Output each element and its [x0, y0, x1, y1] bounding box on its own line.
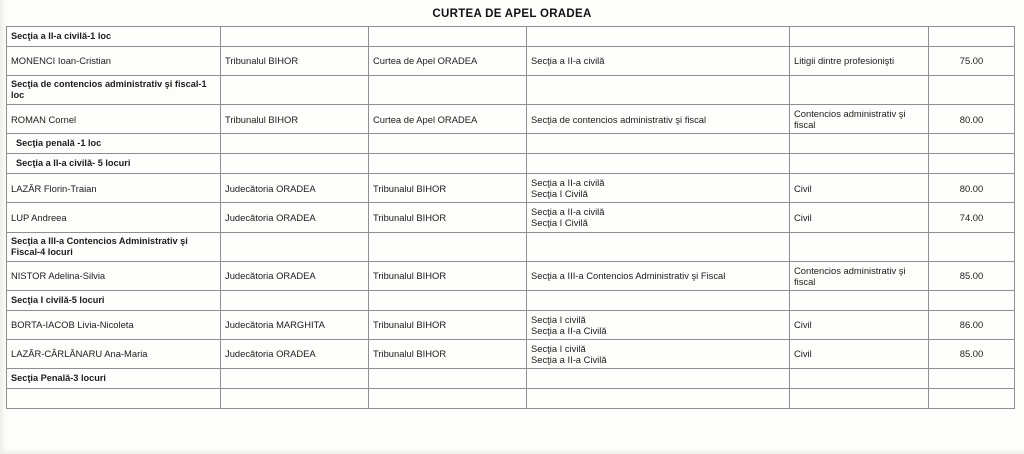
- cell-empty: [790, 154, 929, 174]
- section: [527, 310, 790, 339]
- cell-empty: [929, 154, 1015, 174]
- court-from: Tribunalul BIHOR: [221, 105, 369, 134]
- section: [527, 339, 790, 368]
- court-to: Curtea de Apel ORADEA: [369, 47, 527, 76]
- section-header-label: Secţia de contencios administrativ şi fiscal-1 loc: [7, 76, 221, 105]
- cell-empty: [790, 134, 929, 154]
- score: 75.00: [929, 47, 1015, 76]
- section: Secţia a III-a Contencios Administrativ şi Fiscal: [527, 261, 790, 290]
- cell-empty: [369, 76, 527, 105]
- cell-empty: [221, 232, 369, 261]
- cell-empty: [929, 134, 1015, 154]
- cell-empty: [790, 389, 929, 409]
- cell-empty: [7, 389, 221, 409]
- table-row: [7, 134, 1015, 154]
- cell-empty: [929, 369, 1015, 389]
- court-from: Judecătoria ORADEA: [221, 261, 369, 290]
- cell-empty: [527, 27, 790, 47]
- candidate-name: NISTOR Adelina-Silvia: [7, 261, 221, 290]
- cell-empty: [790, 76, 929, 105]
- specialization: Contencios administrativ şi fiscal: [790, 105, 929, 134]
- cell-empty: [929, 27, 1015, 47]
- table-row: [7, 203, 1015, 232]
- cell-empty: [929, 76, 1015, 105]
- court-to: Tribunalul BIHOR: [369, 261, 527, 290]
- section-line-2: Secţia a II-a Civilă: [531, 354, 607, 366]
- cell-empty: [221, 389, 369, 409]
- specialization: Contencios administrativ şi fiscal: [790, 261, 929, 290]
- section-header-label: Secţia Penală-3 locuri: [7, 369, 221, 389]
- score: 80.00: [929, 174, 1015, 203]
- cell-empty: [369, 154, 527, 174]
- table-body: [7, 27, 1015, 409]
- section-line-1: Secţia I civilă: [531, 342, 586, 354]
- table-row: [7, 27, 1015, 47]
- section-header-label: Secţia penală -1 loc: [7, 134, 221, 154]
- cell-empty: [369, 389, 527, 409]
- cell-empty: [221, 76, 369, 105]
- section-line-1: Secţia a II-a civilă: [531, 177, 605, 189]
- score: 85.00: [929, 261, 1015, 290]
- court-from: Judecătoria ORADEA: [221, 339, 369, 368]
- section-header-label: Secţia a II-a civilă-1 loc: [7, 27, 221, 47]
- cell-empty: [369, 232, 527, 261]
- cell-empty: [790, 369, 929, 389]
- section-line-1: Secţia a II-a civilă: [531, 206, 605, 218]
- table-row: [7, 105, 1015, 134]
- cell-empty: [929, 232, 1015, 261]
- candidate-name: ROMAN Cornel: [7, 105, 221, 134]
- table-row: [7, 232, 1015, 261]
- table-row: [7, 154, 1015, 174]
- court-to: Tribunalul BIHOR: [369, 339, 527, 368]
- cell-empty: [369, 369, 527, 389]
- page-title: CURTEA DE APEL ORADEA: [432, 8, 592, 20]
- section-line-2: Secţia I Civilă: [531, 217, 588, 229]
- section-line-2: Secţia I Civilă: [531, 188, 588, 200]
- cell-empty: [527, 290, 790, 310]
- cell-empty: [527, 134, 790, 154]
- score: 86.00: [929, 310, 1015, 339]
- section-header-label: Secţia I civilă-5 locuri: [7, 290, 221, 310]
- cell-empty: [221, 369, 369, 389]
- section: Secţia de contencios administrativ şi fiscal: [527, 105, 790, 134]
- candidate-name: BORTA-IACOB Livia-Nicoleta: [7, 310, 221, 339]
- table-row: [7, 261, 1015, 290]
- court-to: Tribunalul BIHOR: [369, 174, 527, 203]
- cell-empty: [527, 369, 790, 389]
- cell-empty: [221, 134, 369, 154]
- court-to: Tribunalul BIHOR: [369, 310, 527, 339]
- score: 80.00: [929, 105, 1015, 134]
- cell-empty: [527, 154, 790, 174]
- court-from: Judecătoria MARGHITA: [221, 310, 369, 339]
- table-row: [7, 290, 1015, 310]
- section-line-1: Secţia I civilă: [531, 313, 586, 325]
- candidate-name: LUP Andreea: [7, 203, 221, 232]
- assignments-table: [6, 26, 1015, 409]
- cell-empty: [527, 232, 790, 261]
- score: 74.00: [929, 203, 1015, 232]
- cell-empty: [527, 76, 790, 105]
- court-from: Tribunalul BIHOR: [221, 47, 369, 76]
- section: [527, 203, 790, 232]
- cell-empty: [790, 290, 929, 310]
- cell-empty: [790, 27, 929, 47]
- scan-edge-bottom: [0, 448, 1024, 454]
- section-header-label: Secţia a II-a civilă- 5 locuri: [7, 154, 221, 174]
- section-header-label: Secţia a III-a Contencios Administrativ şi Fiscal-4 locuri: [7, 232, 221, 261]
- table-row: [7, 47, 1015, 76]
- table-row: [7, 369, 1015, 389]
- cell-empty: [790, 232, 929, 261]
- cell-empty: [369, 134, 527, 154]
- score: 85.00: [929, 339, 1015, 368]
- specialization: Civil: [790, 339, 929, 368]
- cell-empty: [221, 27, 369, 47]
- section: Secţia a II-a civilă: [527, 47, 790, 76]
- court-to: Curtea de Apel ORADEA: [369, 105, 527, 134]
- table-row: [7, 310, 1015, 339]
- table-row: [7, 339, 1015, 368]
- cell-empty: [527, 389, 790, 409]
- court-to: Tribunalul BIHOR: [369, 203, 527, 232]
- cell-empty: [369, 290, 527, 310]
- cell-empty: [929, 290, 1015, 310]
- cell-empty: [369, 27, 527, 47]
- table-row: [7, 76, 1015, 105]
- table-row: [7, 174, 1015, 203]
- table-row: [7, 389, 1015, 409]
- specialization: Civil: [790, 174, 929, 203]
- candidate-name: LAZĂR-CÂRLĂNARU Ana-Maria: [7, 339, 221, 368]
- specialization: Civil: [790, 310, 929, 339]
- candidate-name: MONENCI Ioan-Cristian: [7, 47, 221, 76]
- section: [527, 174, 790, 203]
- cell-empty: [221, 290, 369, 310]
- specialization: Litigii dintre profesionişti: [790, 47, 929, 76]
- court-from: Judecătoria ORADEA: [221, 174, 369, 203]
- court-from: Judecătoria ORADEA: [221, 203, 369, 232]
- section-line-2: Secţia a II-a Civilă: [531, 324, 607, 336]
- specialization: Civil: [790, 203, 929, 232]
- candidate-name: LAZĂR Florin-Traian: [7, 174, 221, 203]
- cell-empty: [221, 154, 369, 174]
- cell-empty: [929, 389, 1015, 409]
